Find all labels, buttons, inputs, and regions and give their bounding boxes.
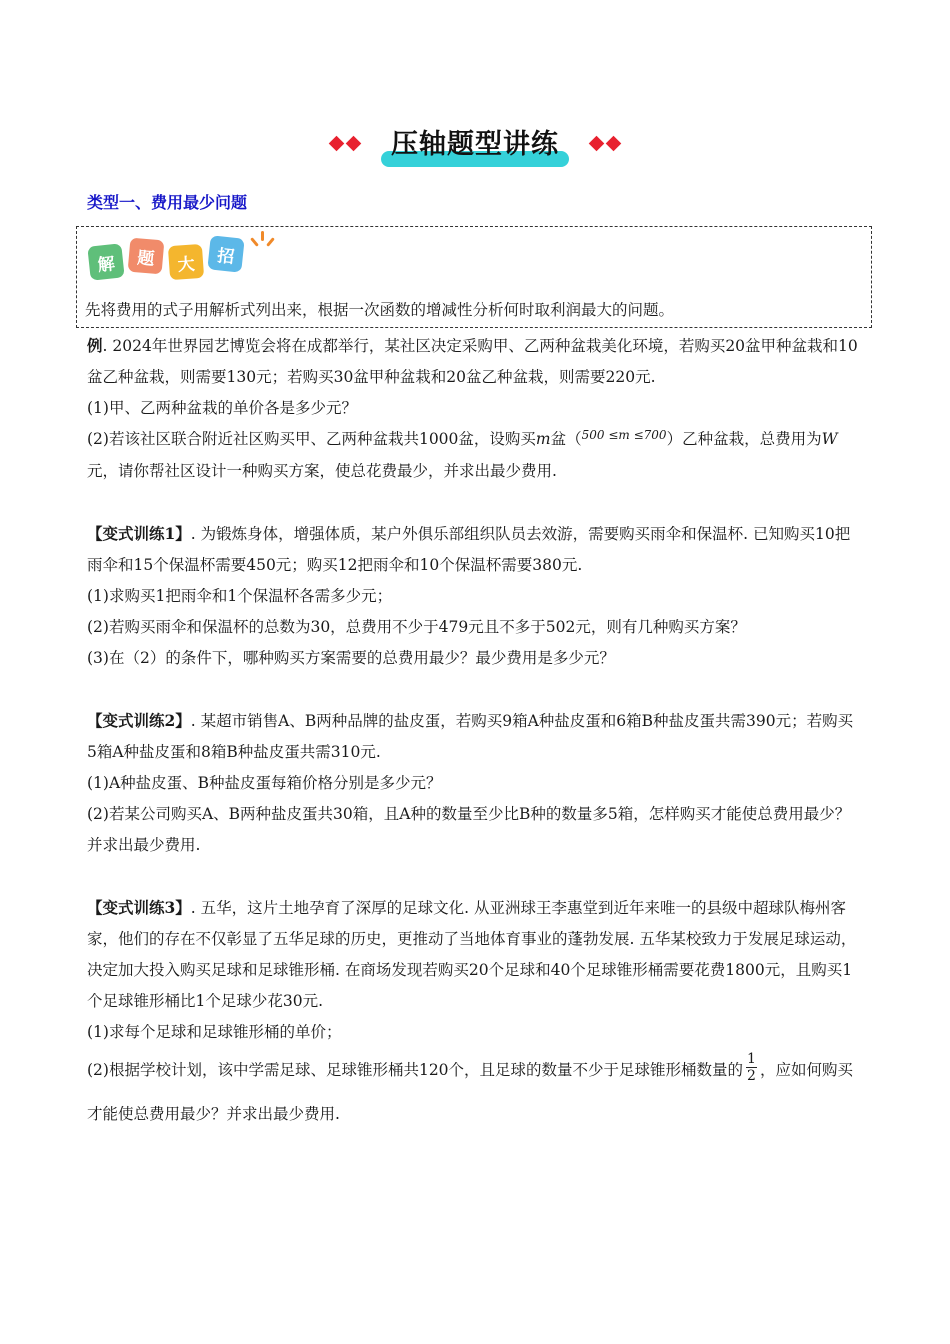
variant-2-intro: 【变式训练2】. 某超市销售A、B两种品牌的盐皮蛋，若购买9箱A种盐皮蛋和6箱B种盐皮蛋共需390元；若购买5箱A种盐皮蛋和8箱B种盐皮蛋共需310元. <box>87 711 854 761</box>
page-title-banner <box>0 118 950 169</box>
example-question-1: (1)甲、乙两种盆栽的单价各是多少元？ <box>87 399 357 417</box>
tip-badge: 题 <box>128 238 165 275</box>
problem-content <box>87 330 862 1136</box>
fraction: $\frac{1}{2}$ <box>747 1050 756 1084</box>
variant-2-question-2: (2)若某公司购买A、B两种盐皮蛋共30箱，且A种的数量至少比B种的数量多5箱，怎样购买才能使总费用最少？并求出最少费用. <box>87 805 851 854</box>
tip-badges <box>89 235 243 279</box>
variant-1-intro: 【变式训练1】. 为锻炼身体，增强体质，某户外俱乐部组织队员去效游，需要购买雨伞和保温杯. 已知购买10把雨伞和15个保温杯需要450元；购买12把雨伞和10个保温杯需要380元. <box>87 524 851 574</box>
inequality: 500 ≤m ≤700 <box>581 428 667 442</box>
variant-3-question-2: (2)根据学校计划，该中学需足球、足球锥形桶共120个，且足球的数量不少于足球锥形桶数量的 $\frac{1}{2}$ ，应如何购买才能使总费用最少？并求出最少费用. <box>87 1050 853 1123</box>
example-label: 例 <box>87 336 103 355</box>
section-heading: 类型一、费用最少问题 <box>87 193 248 212</box>
variant-3-label: 【变式训练3】 <box>87 898 191 917</box>
left-diamond-icon <box>329 138 361 149</box>
page-title: 压轴题型讲练 <box>391 129 559 160</box>
tip-badge: 招 <box>207 235 244 272</box>
variant-3-intro: 【变式训练3】. 五华，这片土地孕育了深厚的足球文化. 从亚洲球王李惠堂到近年来唯一的县级中超球队梅州客家，他们的存在不仅彰显了五华足球的历史，更推动了当地体育事业的蓬勃发展. 五华某校致力于发展足球运动，决定加大投入购买足球和足球锥形桶. 在商场发现若购买20个足球和40个足球锥形桶需要花费1800元，且购买1个足球锥形桶比1个足球少花30元. <box>87 898 857 1010</box>
variant-1-question-2: (2)若购买雨伞和保温杯的总数为30，总费用不少于479元且不多于502元，则有几种购买方案？ <box>87 618 746 636</box>
example-intro: 例. 2024年世界园艺博览会将在成都举行，某社区决定采购甲、乙两种盆栽美化环境，若购买20盆甲种盆栽和10盆乙种盆栽，则需要130元；若购买30盆甲种盆栽和20盆乙种盆栽，则需要220元. <box>87 336 858 386</box>
tip-text: 先将费用的式子用解析式列出来，根据一次函数的增减性分析何时取利润最大的问题。 <box>85 301 675 319</box>
example-question-2: (2)若该社区联合附近社区购买甲、乙两种盆栽共1000盆，设购买m盆（$^{500 \le m \le 700}$）乙种盆栽，总费用为W元，请你帮社区设计一种购买方案，使总花费最少，并求出最少费用. <box>87 428 838 480</box>
tip-badge: 大 <box>168 244 204 280</box>
tip-box <box>76 226 872 328</box>
variant-3-question-1: (1)求每个足球和足球锥形桶的单价； <box>87 1023 342 1041</box>
tip-badge: 解 <box>87 243 124 280</box>
variant-2-label: 【变式训练2】 <box>87 711 191 730</box>
variant-1-question-3: (3)在（2）的条件下，哪种购买方案需要的总费用最少？最少费用是多少元？ <box>87 649 615 667</box>
variant-1-label: 【变式训练1】 <box>87 524 191 543</box>
right-diamond-icon <box>589 138 621 149</box>
variant-2-question-1: (1)A种盐皮蛋、B种盐皮蛋每箱价格分别是多少元？ <box>87 774 442 792</box>
variant-1-question-1: (1)求购买1把雨伞和1个保温杯各需多少元； <box>87 587 393 605</box>
